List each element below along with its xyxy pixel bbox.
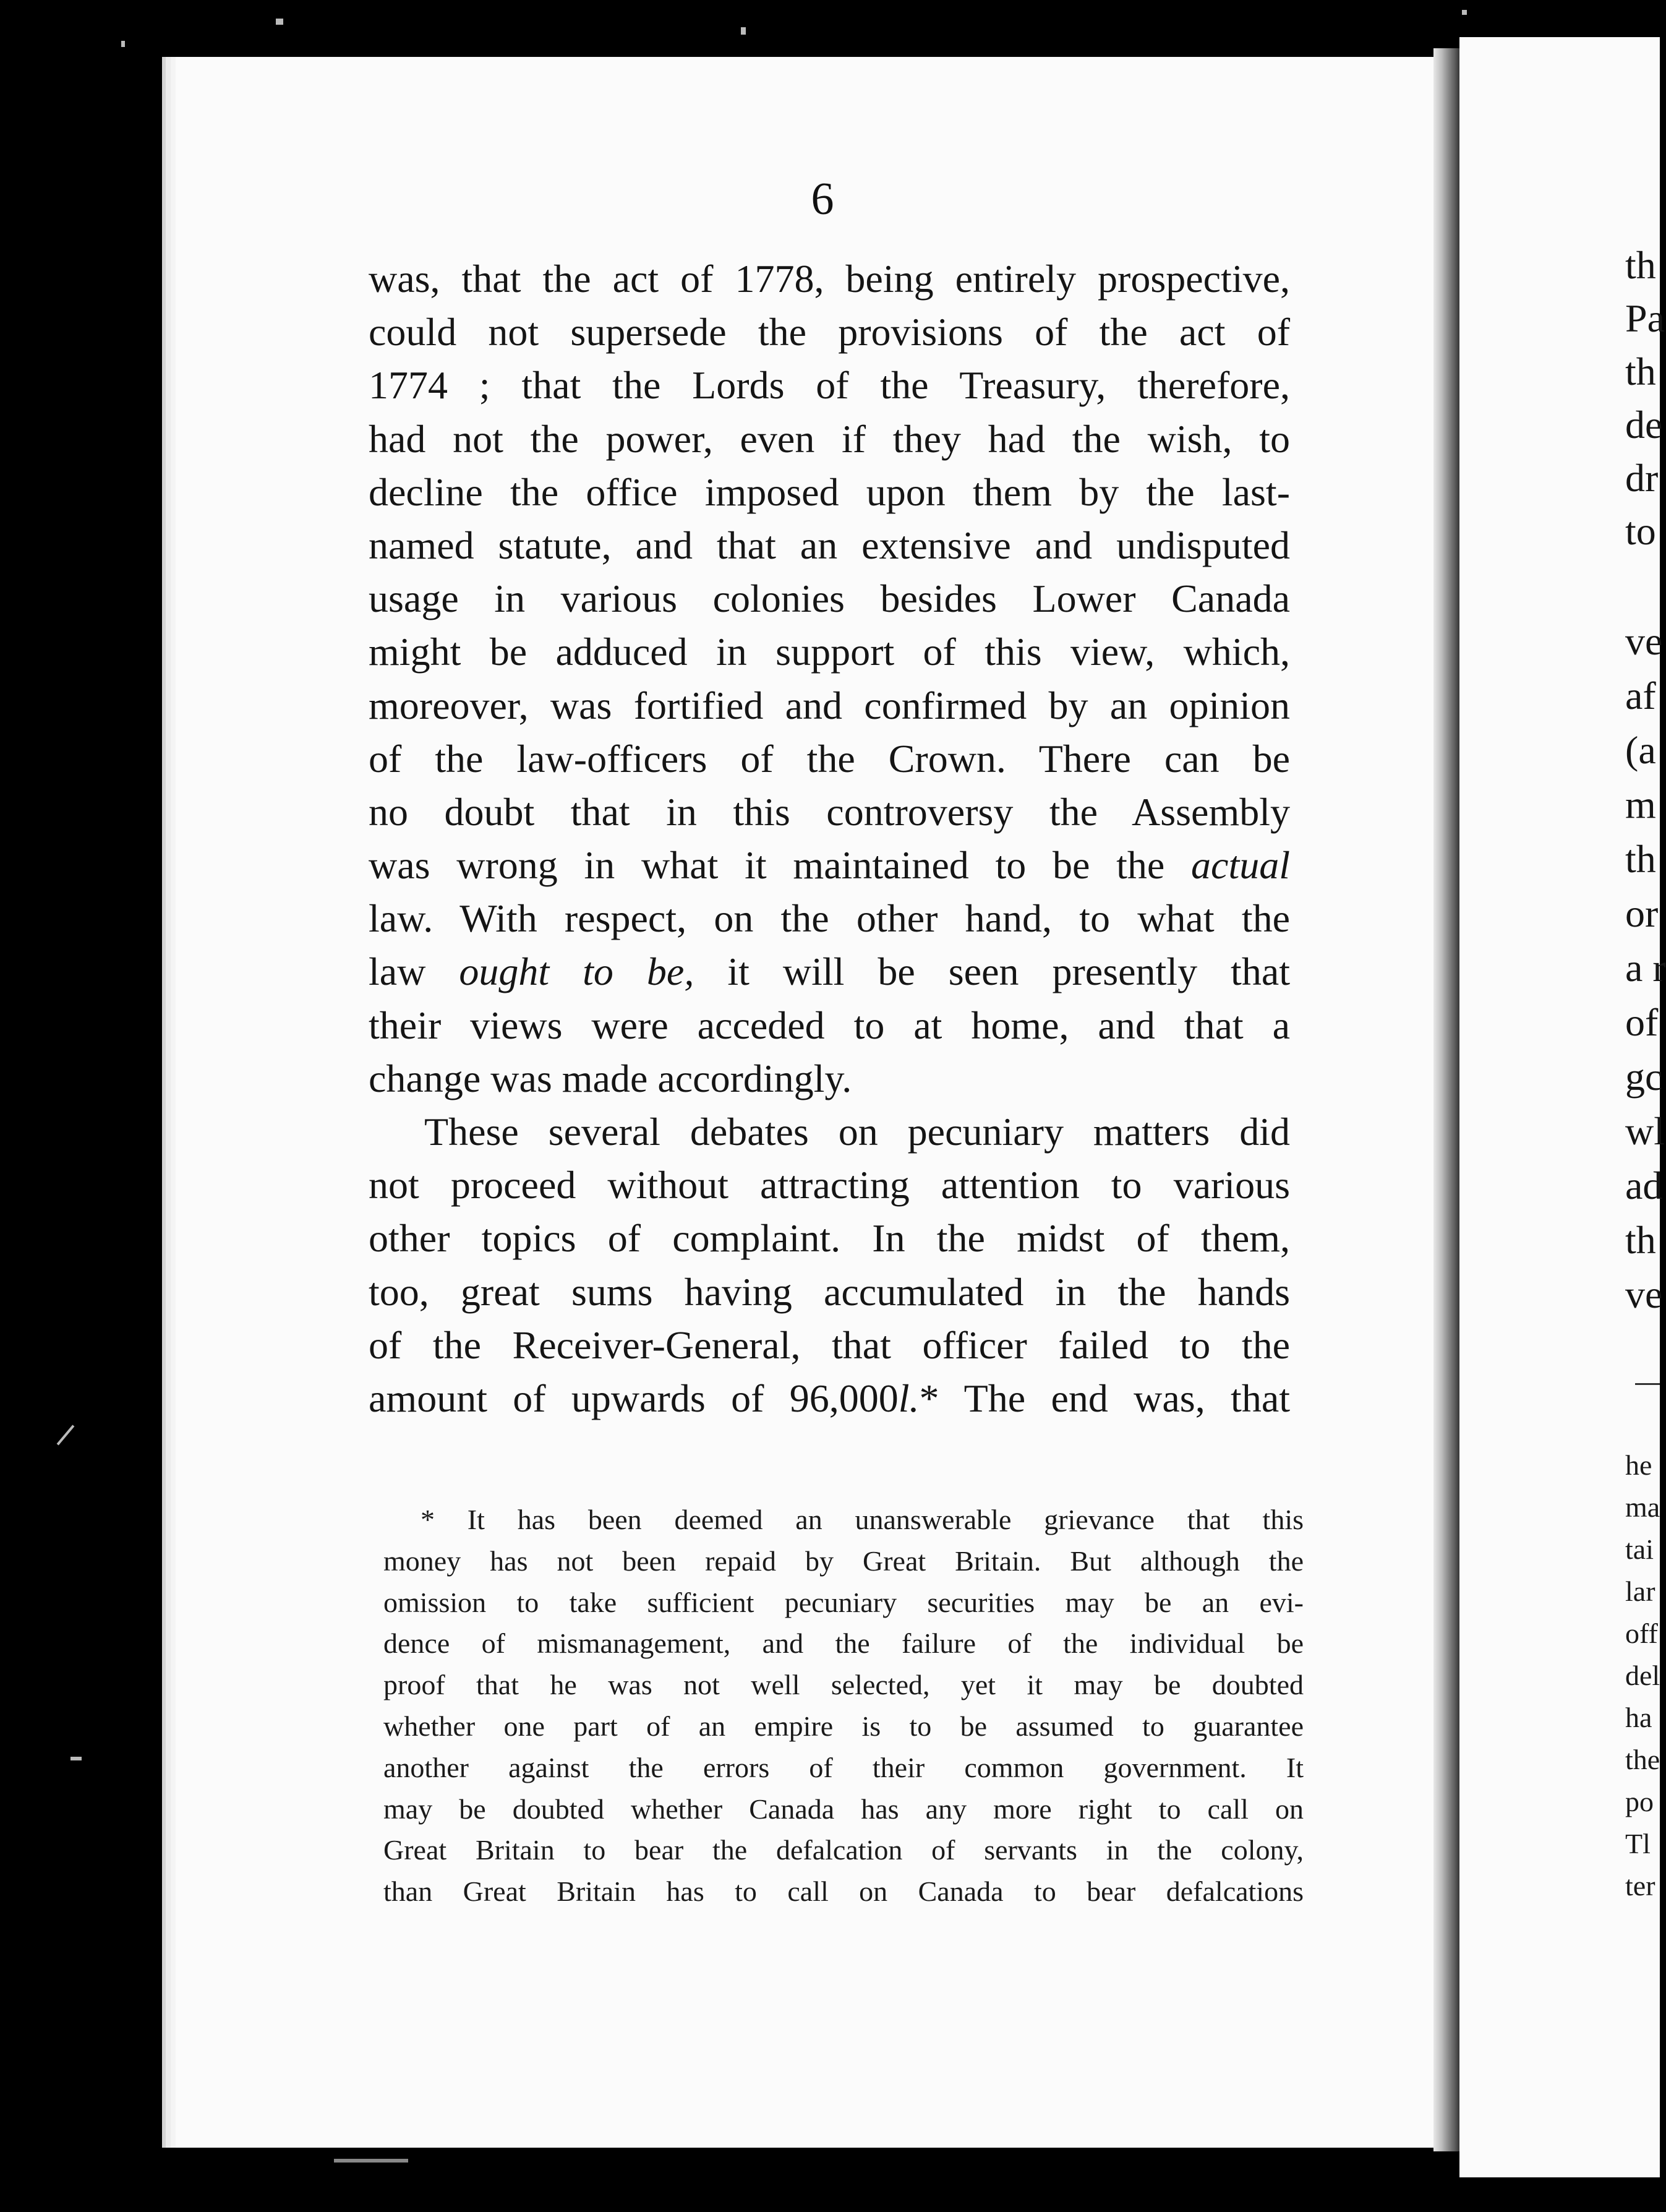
- right-page-fragment: dr: [1625, 456, 1659, 500]
- text-run: amount of upwards of 96,000: [369, 1376, 899, 1420]
- right-page-note-fragment: ter: [1625, 1870, 1655, 1901]
- right-page-fragment: wl: [1625, 1109, 1665, 1153]
- body-text: [369, 252, 1290, 1425]
- footnote-line: Great Britain to bear the defalcation of servants in the colony,: [383, 1834, 1304, 1866]
- text-line: of the law-officers of the Crown. There can be: [369, 736, 1290, 781]
- right-page-note-fragment: the: [1625, 1744, 1660, 1775]
- text-line: not proceed without attracting attention to various: [369, 1163, 1290, 1207]
- text-run: law: [369, 950, 426, 994]
- footnote-line: dence of mismanagement, and the failure of the individual be: [383, 1627, 1304, 1660]
- text-line: usage in various colonies besides Lower Canada: [369, 577, 1290, 621]
- text-line: was, that the act of 1778, being entirely prospective,: [369, 257, 1290, 301]
- text-line: other topics of complaint. In the midst of them,: [369, 1216, 1290, 1261]
- text-line: [369, 945, 1290, 998]
- right-page-note-fragment: ha: [1625, 1702, 1652, 1733]
- right-page-fragment: m: [1625, 782, 1656, 826]
- right-page-note-fragment: Tl: [1625, 1828, 1651, 1859]
- right-page-note-fragment: ma: [1625, 1491, 1660, 1523]
- italic-phrase: ought to be,: [459, 950, 694, 994]
- right-page-fragment: ad: [1625, 1164, 1663, 1207]
- text-line: of the Receiver-General, that officer failed to the: [369, 1322, 1290, 1367]
- right-page-fragment: th: [1625, 243, 1656, 287]
- right-page-note-fragment: del: [1625, 1660, 1660, 1691]
- text-line: too, great sums having accumulated in the hands: [369, 1269, 1290, 1314]
- right-page-fragment: th: [1625, 837, 1656, 881]
- text-line: [369, 1372, 1290, 1425]
- right-page-fragment: or: [1625, 891, 1659, 935]
- right-page-fragment: ve: [1625, 619, 1663, 663]
- footnote-line: may be doubted whether Canada has any more right to call on: [383, 1793, 1304, 1825]
- scan-speck: [1462, 10, 1467, 15]
- text-line: had not the power, even if they had the wish, to: [369, 416, 1290, 461]
- right-page-note-fragment: off: [1625, 1618, 1658, 1649]
- right-page-fragment: to: [1625, 509, 1656, 553]
- right-page-fragment: gc: [1625, 1055, 1663, 1099]
- footnote-line: money has not been repaid by Great Britain. But although the: [383, 1545, 1304, 1577]
- right-page-note-fragment: po: [1625, 1786, 1654, 1817]
- right-page-fragment: de: [1625, 403, 1663, 447]
- text-line: named statute, and that an extensive and undisputed: [369, 523, 1290, 567]
- text-line: [369, 839, 1290, 892]
- right-page-fragment: (a: [1625, 728, 1656, 772]
- text-line: law. With respect, on the other hand, to what the: [369, 896, 1290, 941]
- page-number: 6: [811, 174, 834, 225]
- right-page-note-fragment: tai: [1625, 1533, 1654, 1565]
- text-line: 1774 ; that the Lords of the Treasury, therefore,: [369, 363, 1290, 408]
- footnote: [383, 1499, 1304, 1913]
- scan-speck: [741, 27, 746, 35]
- footnote-line: than Great Britain has to call on Canada to bear defalcations: [383, 1875, 1304, 1908]
- scan-speck: [121, 41, 125, 47]
- paragraph-start-line: These several debates on pecuniary matters did: [424, 1110, 1290, 1154]
- right-page-fragment: af: [1625, 674, 1656, 718]
- footnote-rule: [1635, 1383, 1660, 1385]
- right-page-fragment: Pa: [1625, 296, 1665, 340]
- footnote-line: another against the errors of their common government. It: [383, 1751, 1304, 1783]
- scan-speck: [70, 1757, 82, 1760]
- right-page-fragment: ve: [1625, 1272, 1663, 1316]
- footnote-line: * It has been deemed an unanswerable grievance that this: [421, 1504, 1304, 1535]
- right-page-fragment: a r: [1625, 946, 1666, 990]
- italic-word: actual: [1191, 843, 1291, 888]
- page-gutter: [1433, 48, 1461, 2151]
- text-run: * The end was, that: [919, 1376, 1290, 1420]
- text-line: moreover, was fortified and confirmed by an opinion: [369, 683, 1290, 727]
- scan-speck: [334, 2159, 408, 2163]
- text-line: their views were acceded to at home, and that a: [369, 1003, 1290, 1047]
- scan-speck: [57, 1425, 75, 1445]
- scan-speck: [276, 19, 283, 25]
- right-page-note-fragment: lar: [1625, 1575, 1655, 1607]
- text-line: could not supersede the provisions of the act of: [369, 310, 1290, 354]
- right-page-fragment: th: [1625, 1218, 1656, 1262]
- text-line: change was made accordingly.: [369, 1056, 852, 1100]
- footnote-line: proof that he was not well selected, yet it may be doubted: [383, 1669, 1304, 1701]
- text-run: was wrong in what it maintained to be the: [369, 843, 1165, 888]
- right-page-fragment: th: [1625, 349, 1656, 393]
- right-page-note-fragment: he: [1625, 1449, 1652, 1481]
- right-page-fragment: of: [1625, 1000, 1659, 1044]
- italic-abbrev: l.: [898, 1376, 920, 1420]
- text-line: might be adduced in support of this view, which,: [369, 630, 1290, 674]
- text-run: it will be seen presently that: [727, 950, 1291, 994]
- text-line: no doubt that in this controversy the Assembly: [369, 789, 1290, 834]
- text-line: decline the office imposed upon them by the last-: [369, 469, 1290, 514]
- footnote-line: omission to take sufficient pecuniary securities may be an evi-: [383, 1586, 1304, 1618]
- footnote-line: whether one part of an empire is to be assumed to guarantee: [383, 1710, 1304, 1742]
